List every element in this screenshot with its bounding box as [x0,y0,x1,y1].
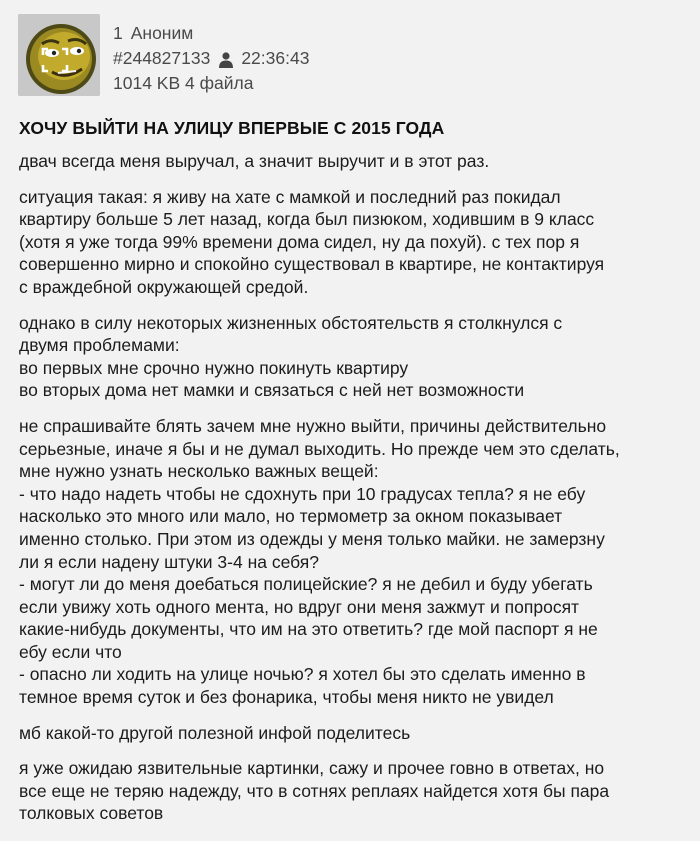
post-thumbnail[interactable] [18,14,100,96]
post-body [19,150,699,838]
post-paragraph: однако в силу некоторых жизненных обстоятельств я столкнулся с двумя проблемами: во первых мне срочно нужно покинуть квартиру во вторых дома нет мамки и связаться с ней нет возможности [19,312,563,401]
post-id[interactable]: #244827133 [113,48,211,68]
post-paragraph: мб какой-то другой полезной инфой поделитесь [19,722,411,743]
post-title: ХОЧУ ВЫЙТИ НА УЛИЦУ ВПЕРВЫЕ С 2015 ГОДА [19,118,445,138]
post-header [18,14,309,100]
post-paragraph: я уже ожидаю язвительные картинки, сажу и прочее говно в ответах, но все еще не теряю надежду, что в сотнях реплаях найдется хотя бы пара толковых советов [19,758,610,824]
post-file-info: 1014 KB 4 файла [113,73,254,93]
post-time: 22:36:43 [241,48,310,68]
post-paragraph: ситуация такая: я живу на хате с мамкой и последний раз покидал квартиру больше 5 лет назад, когда был пизюком, ходившим в 9 класс (хотя я уже тогда 99% времени дома сидел, ну да похуй). с тех пор я совершенно мирно и спокойно существовал в квартире, не контактируя с враждебной окружающей средой. [19,186,605,297]
post-author: Аноним [130,23,194,43]
post-paragraph: двач всегда меня выручал, а значит выручит и в этот раз. [19,151,490,171]
post-meta [113,21,309,96]
post-number[interactable]: 1 [113,23,123,43]
person-icon [219,50,233,66]
post-paragraph: не спрашивайте блять зачем мне нужно выйти, причины действительно серьезные, иначе я бы и не думал выходить. Но прежде чем это сделать, мне нужно узнать несколько важных вещей: - что надо надеть чтобы не сдохнуть при 10 градусах тепла? я не ебу насколько это много или мало, но термометр за окном показывает именно столько. При этом из одежды у меня только майки. не замерзну ли я если надену штуки 3-4 на себя? - могут ли до меня доебаться полицейские? я не дебил и буду убегать если увижу хоть одного мента, но вдруг они меня зажмут и попросят какие-нибудь документы, что им на это ответить? где мой паспорт я не ебу если что - опасно ли ходить на улице ночью? я хотел бы это сделать именно в темное время суток и без фонарика, чтобы меня никто не увидел [19,415,620,708]
smug-face-icon [18,14,100,96]
